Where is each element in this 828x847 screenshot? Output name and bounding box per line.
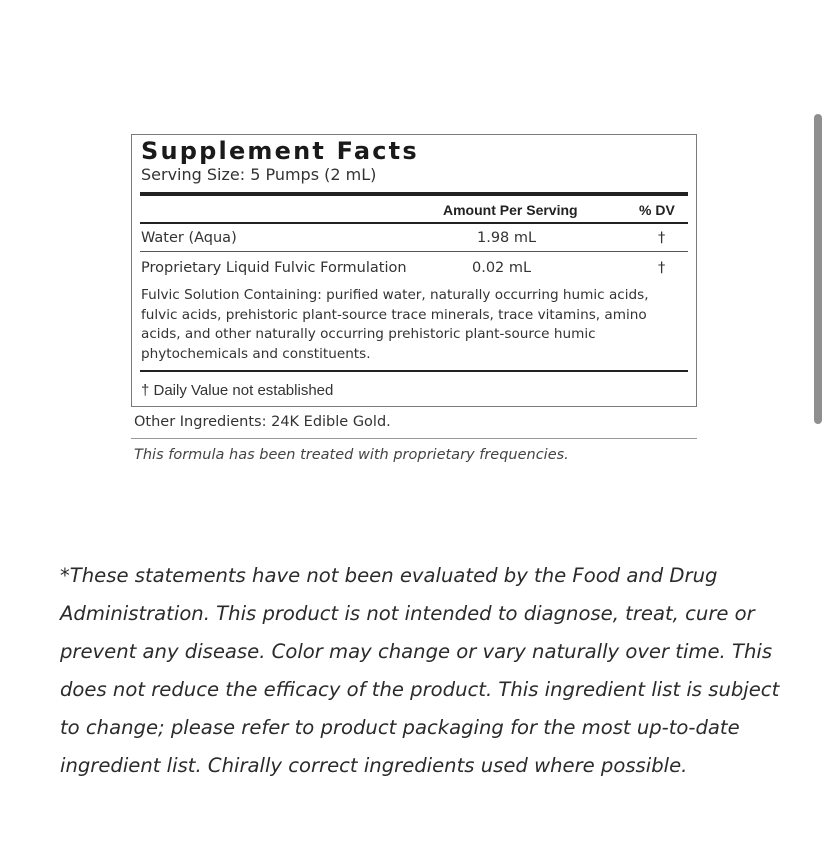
row-fulvic-dv: † <box>658 260 666 276</box>
header-rule <box>140 192 688 196</box>
daily-value-footnote: † Daily Value not established <box>141 382 334 399</box>
ingredients-divider <box>131 438 697 439</box>
frequencies-note: This formula has been treated with proprietary frequencies. <box>134 447 569 463</box>
footnote-rule <box>140 370 688 372</box>
row-divider <box>140 251 688 252</box>
supplement-facts-title: Supplement Facts <box>141 137 419 165</box>
other-ingredients: Other Ingredients: 24K Edible Gold. <box>134 414 391 430</box>
supplement-facts-panel <box>131 134 697 407</box>
row-fulvic-amount: 0.02 mL <box>472 260 532 276</box>
row-water-name: Water (Aqua) <box>141 230 237 246</box>
serving-size: Serving Size: 5 Pumps (2 mL) <box>141 165 377 184</box>
row-water-dv: † <box>658 230 666 246</box>
daily-value-header: % DV <box>639 202 675 218</box>
row-fulvic-name: Proprietary Liquid Fulvic Formulation <box>141 260 407 276</box>
scrollbar-thumb[interactable] <box>814 114 822 424</box>
row-water-amount: 1.98 mL <box>477 230 537 246</box>
fulvic-solution-description: Fulvic Solution Containing: purified water, naturally occurring humic acids, fulvic acids, prehistoric plant-source trace minerals, trace vitamins, amino acids, and other naturally occurring prehistoric plant-source humic phytochemicals and constituents. <box>141 287 649 362</box>
column-header-rule <box>140 222 688 224</box>
fda-disclaimer: *These statements have not been evaluated by the Food and Drug Administration. This product is not intended to diagnose, treat, cure or prevent any disease. Color may change or vary naturally over time. This does not reduce the efficacy of the product. This ingredient list is subject to change; please refer to product packaging for the most up-to-date ingredient list. Chirally correct ingredients used where possible. <box>60 564 780 777</box>
amount-per-serving-header: Amount Per Serving <box>443 202 578 218</box>
